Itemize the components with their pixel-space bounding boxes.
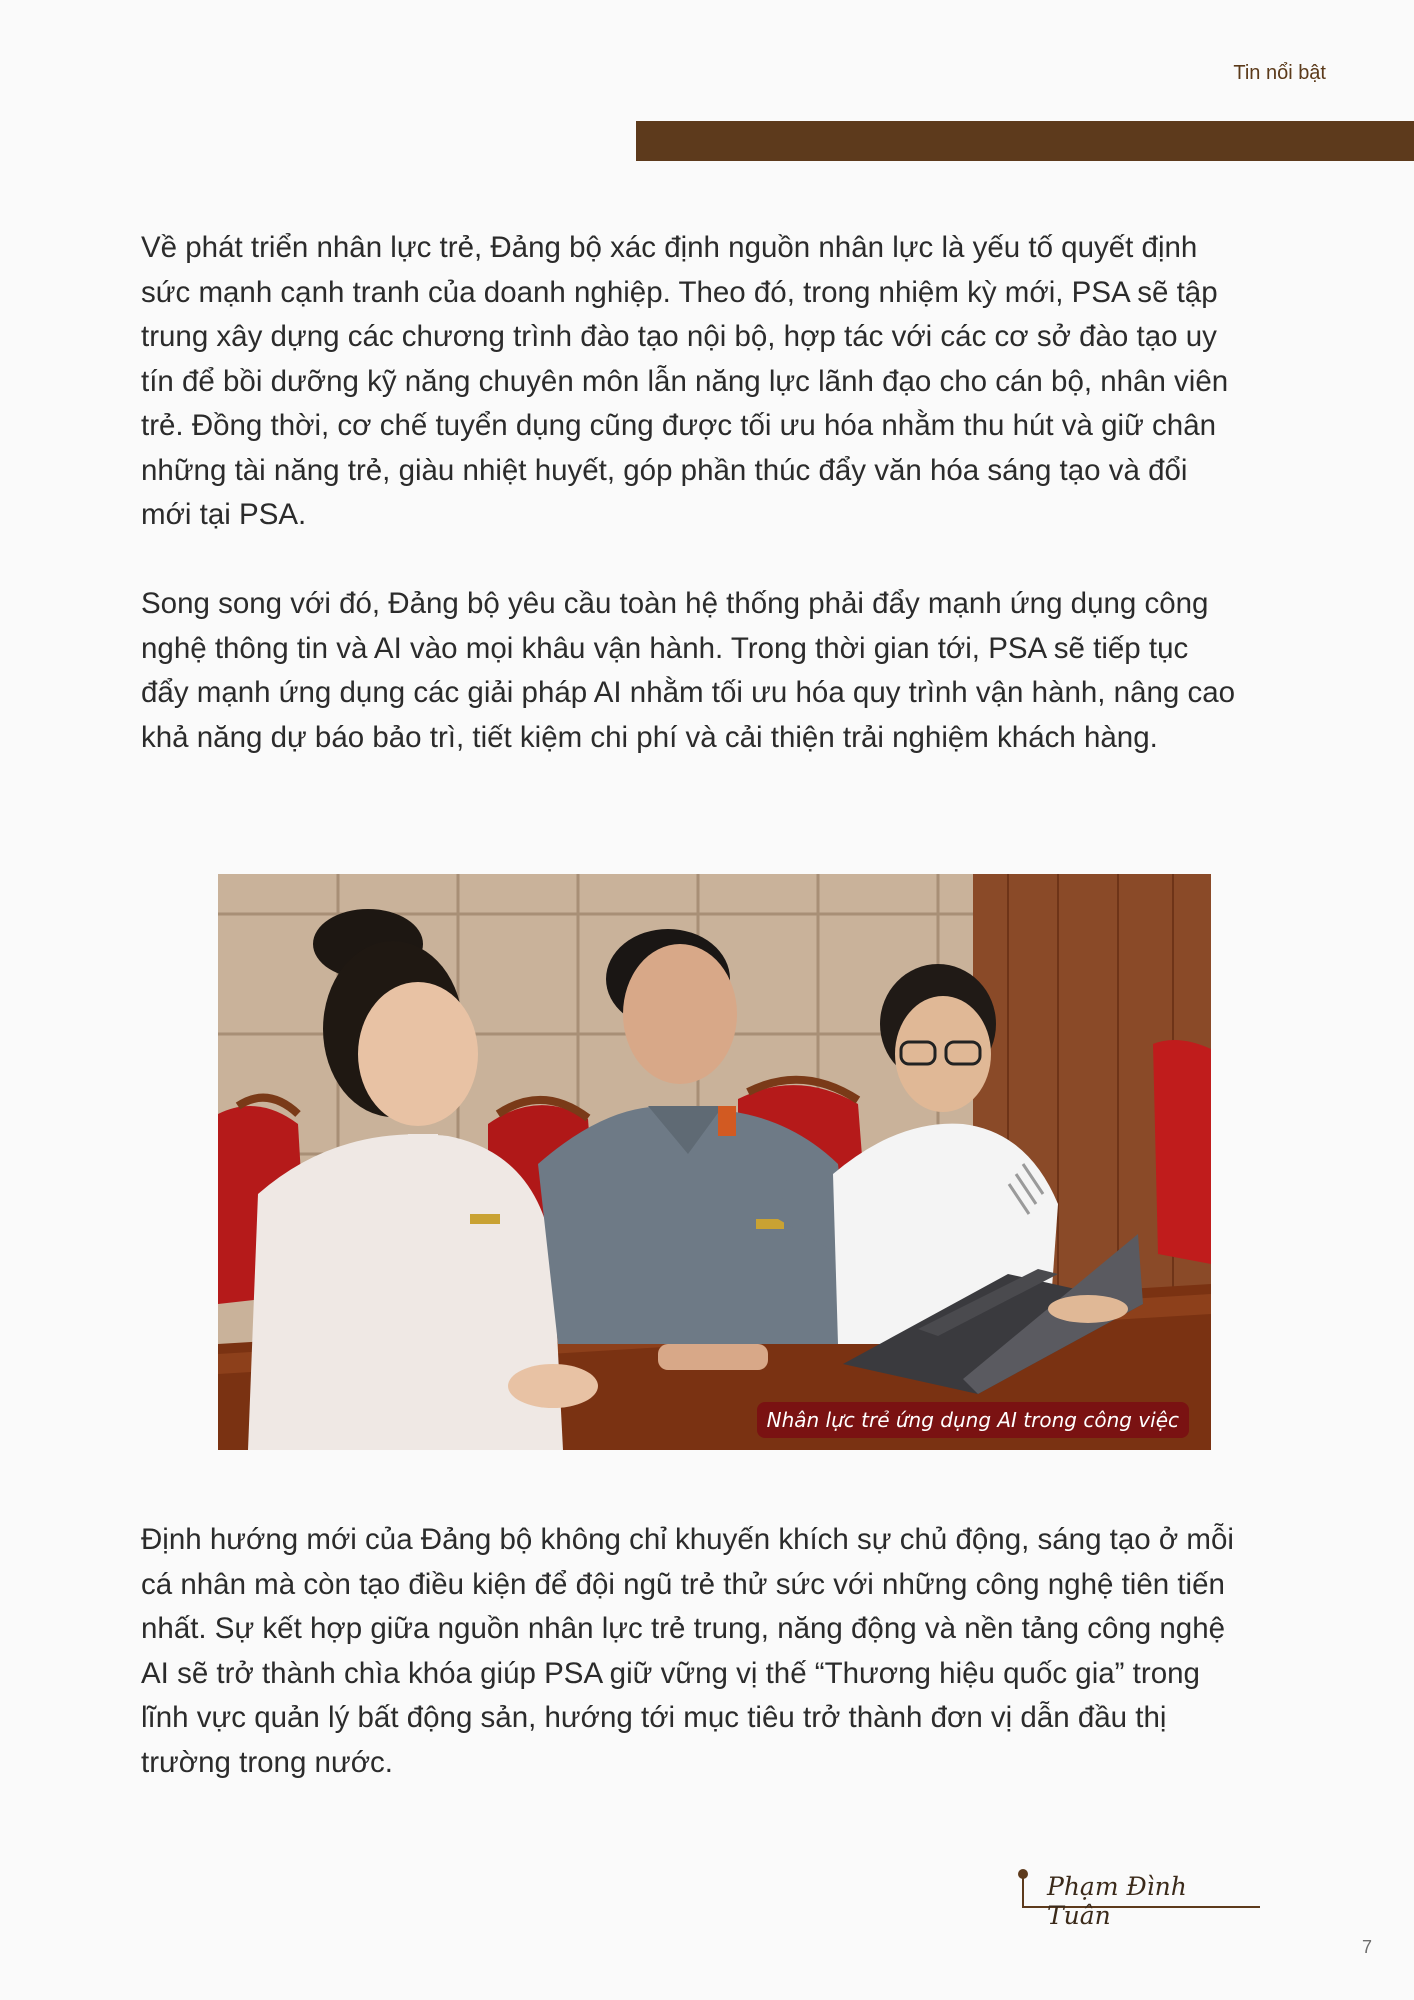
article-paragraph-2: Song song với đó, Đảng bộ yêu cầu toàn hệ thống phải đẩy mạnh ứng dụng công nghệ thông tin và AI vào mọi khâu vận hành. Trong thời gian tới, PSA sẽ tiếp tục đẩy mạnh ứng dụng các giải pháp AI nhằm tối ưu hóa quy trình vận hành, nâng cao khả năng dự báo bảo trì, tiết kiệm chi phí và cải thiện trải nghiệm khách hàng. (141, 587, 1236, 754)
photo-caption: Nhân lực trẻ ứng dụng AI trong công việc (757, 1402, 1189, 1438)
author-bracket-line (1022, 1874, 1024, 1908)
article-paragraph-1: Về phát triển nhân lực trẻ, Đảng bộ xác định nguồn nhân lực là yếu tố quyết định sức mạnh cạnh tranh của doanh nghiệp. Theo đó, trong nhiệm kỳ mới, PSA sẽ tập trung xây dựng các chương trình đào tạo nội bộ, hợp tác với các cơ sở đào tạo uy tín để bồi dưỡng kỹ năng chuyên môn lẫn năng lực lãnh đạo cho cán bộ, nhân viên trẻ. Đồng thời, cơ chế tuyển dụng cũng được tối ưu hóa nhằm thu hút và giữ chân những tài năng trẻ, giàu nhiệt huyết, góp phần thúc đẩy văn hóa sáng tạo và đổi mới tại PSA. (141, 231, 1229, 531)
article-photo (218, 874, 1211, 1450)
page-number: 7 (1361, 1937, 1372, 1957)
author-bullet-icon (1018, 1869, 1028, 1879)
author-name: Phạm Đình Tuân (1047, 1872, 1187, 1930)
header-accent-bar (636, 121, 1414, 161)
photo-illustration (218, 874, 1211, 1450)
author-signature (1018, 1868, 1258, 1930)
article-paragraph-3: Định hướng mới của Đảng bộ không chỉ khuyến khích sự chủ động, sáng tạo ở mỗi cá nhân mà còn tạo điều kiện để đội ngũ trẻ thử sức với những công nghệ tiên tiến nhất. Sự kết hợp giữa nguồn nhân lực trẻ trung, năng động và nền tảng công nghệ AI sẽ trở thành chìa khóa giúp PSA giữ vững vị thế “Thương hiệu quốc gia” trong lĩnh vực quản lý bất động sản, hướng tới mục tiêu trở thành đơn vị dẫn đầu thị trường trong nước. (141, 1523, 1234, 1779)
section-label: Tin nổi bật (1233, 62, 1326, 84)
